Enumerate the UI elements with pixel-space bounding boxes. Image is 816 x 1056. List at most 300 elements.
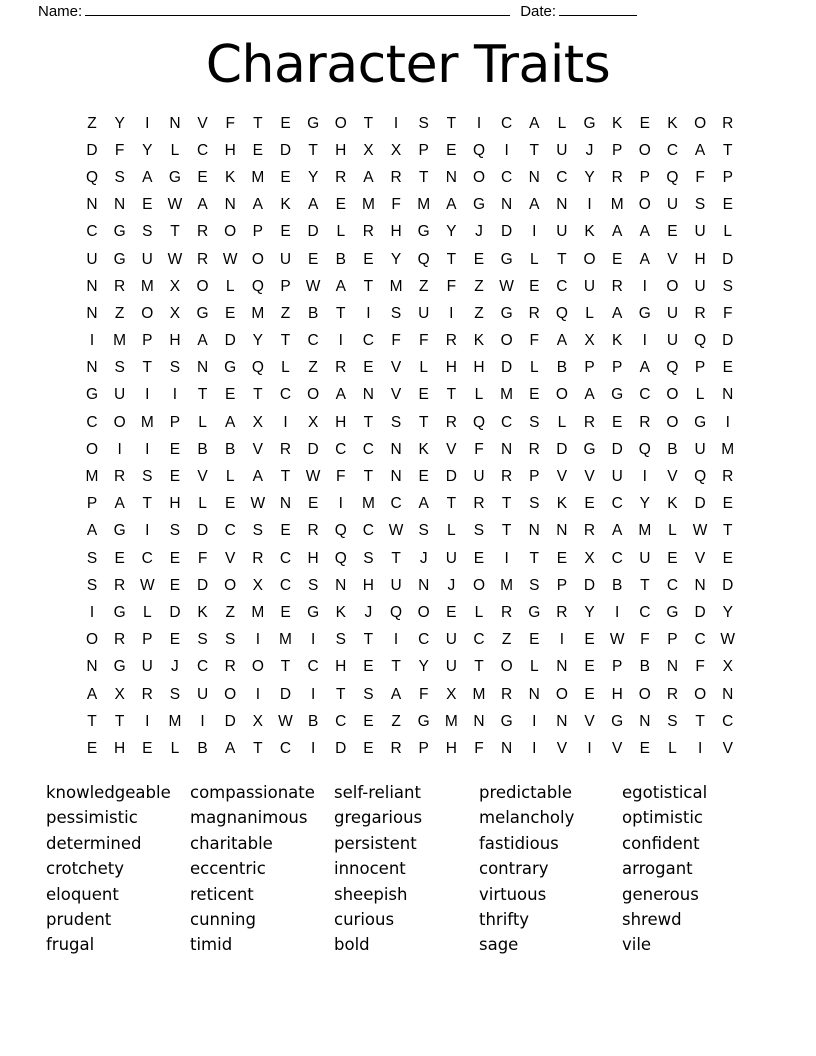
grid-cell[interactable]: E — [363, 250, 374, 268]
grid-cell[interactable]: E — [363, 658, 374, 676]
grid-cell[interactable]: I — [532, 739, 537, 757]
grid-cell[interactable]: U — [639, 549, 651, 567]
grid-cell[interactable]: N — [556, 658, 568, 676]
grid-cell[interactable]: A — [307, 196, 319, 214]
grid-cell[interactable]: K — [225, 168, 236, 186]
grid-cell[interactable]: D — [694, 603, 706, 621]
grid-cell[interactable]: M — [444, 712, 458, 730]
grid-cell[interactable]: S — [390, 304, 402, 322]
grid-cell[interactable]: S — [225, 631, 236, 649]
grid-cell[interactable]: L — [419, 359, 428, 377]
grid-cell[interactable]: D — [224, 712, 236, 730]
grid-cell[interactable]: J — [475, 223, 483, 241]
grid-cell[interactable]: I — [200, 712, 205, 730]
grid-cell[interactable]: C — [335, 440, 347, 458]
grid-cell[interactable]: O — [555, 386, 568, 404]
grid-cell[interactable]: E — [529, 631, 540, 649]
word-list-item[interactable]: cunning — [190, 910, 256, 930]
grid-cell[interactable]: F — [640, 631, 650, 649]
grid-cell[interactable]: B — [612, 576, 623, 594]
grid-cell[interactable]: K — [473, 332, 485, 350]
grid-cell[interactable]: X — [584, 549, 595, 567]
grid-cell[interactable]: V — [252, 440, 264, 458]
grid-cell[interactable]: B — [335, 250, 346, 268]
grid-cell[interactable]: E — [667, 223, 678, 241]
grid-cell[interactable]: G — [694, 413, 707, 431]
grid-cell[interactable]: T — [142, 359, 153, 377]
grid-cell[interactable]: I — [145, 114, 150, 132]
grid-cell[interactable]: Z — [308, 359, 318, 377]
grid-cell[interactable]: D — [611, 440, 623, 458]
grid-cell[interactable]: E — [446, 141, 457, 159]
grid-cell[interactable]: M — [389, 277, 403, 295]
grid-cell[interactable]: R — [114, 468, 126, 486]
grid-cell[interactable]: T — [391, 658, 401, 676]
grid-cell[interactable]: N — [556, 196, 568, 214]
grid-cell[interactable]: L — [170, 141, 180, 159]
grid-cell[interactable]: M — [140, 413, 154, 431]
grid-cell[interactable]: O — [141, 304, 154, 322]
grid-cell[interactable]: W — [139, 576, 155, 594]
grid-cell[interactable]: S — [114, 168, 125, 186]
grid-cell[interactable]: G — [528, 603, 541, 621]
grid-cell[interactable]: E — [584, 495, 595, 513]
grid-cell[interactable]: L — [585, 304, 594, 322]
grid-cell[interactable]: U — [583, 277, 596, 295]
grid-cell[interactable]: K — [335, 603, 346, 621]
grid-cell[interactable]: E — [363, 359, 374, 377]
grid-cell[interactable]: F — [418, 685, 429, 703]
grid-cell[interactable]: T — [363, 631, 374, 649]
grid-cell[interactable]: V — [390, 359, 402, 377]
grid-cell[interactable]: E — [252, 141, 264, 159]
grid-cell[interactable]: E — [169, 549, 181, 567]
grid-cell[interactable]: U — [556, 141, 568, 159]
grid-cell[interactable]: R — [445, 413, 457, 431]
grid-cell[interactable]: U — [418, 304, 430, 322]
grid-cell[interactable]: N — [279, 495, 292, 513]
grid-cell[interactable]: U — [445, 549, 457, 567]
grid-cell[interactable]: I — [449, 304, 454, 322]
grid-cell[interactable]: S — [197, 631, 208, 649]
grid-cell[interactable]: G — [196, 304, 209, 322]
grid-cell[interactable]: C — [86, 413, 98, 431]
grid-cell[interactable]: S — [169, 522, 181, 540]
grid-cell[interactable]: P — [142, 631, 153, 649]
grid-cell[interactable]: M — [168, 712, 182, 730]
grid-cell[interactable]: Z — [225, 603, 235, 621]
grid-cell[interactable]: T — [695, 712, 705, 730]
grid-cell[interactable]: H — [611, 685, 623, 703]
grid-cell[interactable]: E — [418, 468, 429, 486]
grid-cell[interactable]: A — [86, 522, 98, 540]
grid-cell[interactable]: A — [584, 386, 595, 404]
grid-cell[interactable]: F — [336, 468, 346, 486]
grid-cell[interactable]: E — [280, 522, 291, 540]
grid-cell[interactable]: D — [279, 685, 292, 703]
grid-cell[interactable]: E — [529, 277, 540, 295]
grid-cell[interactable]: C — [501, 114, 513, 132]
grid-cell[interactable]: L — [695, 386, 705, 404]
grid-cell[interactable]: U — [666, 196, 679, 214]
grid-cell[interactable]: N — [666, 658, 679, 676]
grid-cell[interactable]: I — [89, 603, 95, 621]
word-list-item[interactable]: contrary — [479, 859, 549, 879]
grid-cell[interactable]: O — [224, 223, 237, 241]
grid-cell[interactable]: F — [695, 168, 705, 186]
grid-cell[interactable]: C — [141, 549, 153, 567]
grid-cell[interactable]: H — [114, 739, 126, 757]
grid-cell[interactable]: F — [695, 658, 705, 676]
grid-cell[interactable]: N — [473, 712, 485, 730]
grid-cell[interactable]: Z — [280, 304, 291, 322]
grid-cell[interactable]: W — [167, 250, 183, 268]
grid-cell[interactable]: H — [694, 250, 706, 268]
grid-cell[interactable]: Y — [252, 332, 264, 350]
grid-cell[interactable]: G — [417, 712, 430, 730]
grid-cell[interactable]: E — [722, 359, 733, 377]
grid-cell[interactable]: L — [557, 413, 567, 431]
grid-cell[interactable]: Z — [418, 277, 429, 295]
grid-cell[interactable]: G — [611, 386, 624, 404]
grid-cell[interactable]: W — [305, 277, 321, 295]
grid-cell[interactable]: M — [610, 196, 624, 214]
grid-cell[interactable]: R — [390, 168, 402, 186]
grid-cell[interactable]: X — [252, 712, 264, 730]
grid-cell[interactable]: M — [85, 468, 99, 486]
grid-cell[interactable]: Q — [334, 522, 347, 540]
grid-cell[interactable]: A — [363, 168, 374, 186]
grid-cell[interactable]: I — [642, 332, 647, 350]
grid-cell[interactable]: O — [417, 603, 430, 621]
grid-cell[interactable]: R — [528, 304, 540, 322]
grid-cell[interactable]: S — [142, 223, 153, 241]
grid-cell[interactable]: E — [280, 603, 291, 621]
grid-cell[interactable]: B — [197, 440, 208, 458]
grid-cell[interactable]: Y — [584, 168, 595, 186]
grid-cell[interactable]: P — [639, 168, 650, 186]
word-list-item[interactable]: timid — [190, 935, 233, 955]
grid-cell[interactable]: T — [308, 141, 318, 159]
grid-cell[interactable]: N — [528, 685, 540, 703]
grid-cell[interactable]: Q — [694, 468, 707, 486]
grid-cell[interactable]: Y — [307, 168, 319, 186]
grid-cell[interactable]: O — [251, 250, 264, 268]
grid-cell[interactable]: O — [694, 685, 707, 703]
grid-cell[interactable]: A — [225, 413, 236, 431]
grid-cell[interactable]: N — [722, 386, 734, 404]
grid-cell[interactable]: L — [198, 413, 207, 431]
grid-cell[interactable]: I — [172, 386, 178, 404]
grid-cell[interactable]: E — [142, 196, 153, 214]
grid-cell[interactable]: G — [307, 114, 320, 132]
grid-cell[interactable]: W — [305, 468, 321, 486]
word-list-item[interactable]: thrifty — [479, 910, 530, 930]
word-list-item[interactable]: pessimistic — [46, 808, 138, 828]
grid-cell[interactable]: R — [114, 631, 126, 649]
grid-cell[interactable]: Q — [251, 359, 264, 377]
grid-cell[interactable]: R — [583, 413, 596, 431]
grid-cell[interactable]: O — [472, 576, 485, 594]
grid-cell[interactable]: C — [307, 332, 319, 350]
grid-cell[interactable]: D — [196, 576, 209, 594]
grid-cell[interactable]: I — [145, 712, 150, 730]
grid-cell[interactable]: E — [307, 495, 319, 513]
word-list-item[interactable]: sage — [479, 935, 519, 955]
grid-cell[interactable]: X — [307, 413, 319, 431]
grid-cell[interactable]: E — [280, 114, 291, 132]
grid-cell[interactable]: F — [197, 549, 208, 567]
grid-cell[interactable]: H — [307, 549, 319, 567]
grid-cell[interactable]: O — [583, 250, 596, 268]
grid-cell[interactable]: I — [615, 603, 620, 621]
grid-cell[interactable]: G — [113, 250, 126, 268]
grid-cell[interactable]: N — [86, 304, 98, 322]
grid-cell[interactable]: T — [253, 739, 263, 757]
grid-cell[interactable]: O — [251, 658, 264, 676]
grid-cell[interactable]: Y — [446, 223, 457, 241]
grid-cell[interactable]: F — [418, 332, 429, 350]
grid-cell[interactable]: E — [722, 196, 733, 214]
grid-cell[interactable]: P — [556, 576, 568, 594]
grid-cell[interactable]: T — [253, 114, 263, 132]
word-list-item[interactable]: vile — [622, 935, 652, 955]
grid-cell[interactable]: I — [310, 631, 316, 649]
grid-cell[interactable]: O — [113, 413, 126, 431]
grid-cell[interactable]: C — [639, 603, 651, 621]
grid-cell[interactable]: M — [638, 522, 652, 540]
grid-cell[interactable]: I — [532, 223, 537, 241]
grid-cell[interactable]: I — [89, 332, 95, 350]
word-list-item[interactable]: charitable — [190, 833, 273, 853]
grid-cell[interactable]: F — [474, 440, 484, 458]
grid-cell[interactable]: O — [334, 114, 347, 132]
grid-cell[interactable]: U — [141, 250, 153, 268]
grid-cell[interactable]: C — [279, 576, 292, 594]
grid-cell[interactable]: C — [418, 631, 430, 649]
word-list-item[interactable]: arrogant — [622, 859, 693, 879]
grid-cell[interactable]: A — [694, 141, 706, 159]
grid-cell[interactable]: E — [363, 712, 374, 730]
grid-cell[interactable]: A — [335, 386, 346, 404]
grid-cell[interactable]: C — [666, 576, 679, 594]
grid-cell[interactable]: F — [723, 304, 733, 322]
grid-cell[interactable]: O — [472, 168, 485, 186]
grid-cell[interactable]: H — [445, 359, 457, 377]
grid-cell[interactable]: D — [86, 141, 98, 159]
grid-cell[interactable]: T — [446, 495, 457, 513]
grid-cell[interactable]: N — [390, 468, 402, 486]
grid-cell[interactable]: N — [556, 712, 568, 730]
grid-cell[interactable]: G — [472, 196, 485, 214]
grid-cell[interactable]: Y — [639, 495, 650, 513]
grid-cell[interactable]: I — [393, 631, 399, 649]
grid-cell[interactable]: O — [500, 658, 513, 676]
grid-cell[interactable]: S — [142, 468, 153, 486]
grid-cell[interactable]: I — [283, 413, 288, 431]
grid-cell[interactable]: G — [500, 712, 513, 730]
grid-cell[interactable]: R — [390, 739, 402, 757]
word-list-item[interactable]: generous — [622, 884, 699, 904]
grid-cell[interactable]: Y — [390, 250, 402, 268]
grid-cell[interactable]: W — [250, 495, 266, 513]
grid-cell[interactable]: Y — [114, 114, 125, 132]
grid-cell[interactable]: L — [447, 522, 456, 540]
grid-cell[interactable]: G — [113, 658, 126, 676]
grid-cell[interactable]: O — [638, 685, 651, 703]
grid-cell[interactable]: H — [473, 359, 485, 377]
grid-cell[interactable]: E — [335, 196, 346, 214]
word-list-item[interactable]: bold — [334, 935, 370, 955]
grid-cell[interactable]: G — [113, 223, 126, 241]
grid-cell[interactable]: S — [363, 685, 374, 703]
grid-cell[interactable]: N — [196, 359, 209, 377]
grid-cell[interactable]: T — [501, 522, 512, 540]
grid-cell[interactable]: P — [418, 739, 429, 757]
grid-cell[interactable]: C — [279, 549, 292, 567]
grid-cell[interactable]: J — [585, 141, 594, 159]
grid-cell[interactable]: C — [196, 141, 209, 159]
grid-cell[interactable]: J — [419, 549, 428, 567]
grid-cell[interactable]: Q — [417, 250, 430, 268]
grid-cell[interactable]: L — [529, 658, 539, 676]
word-list-item[interactable]: frugal — [46, 935, 95, 955]
grid-cell[interactable]: M — [361, 196, 375, 214]
grid-cell[interactable]: N — [418, 576, 430, 594]
grid-cell[interactable]: P — [722, 168, 733, 186]
grid-cell[interactable]: Q — [666, 359, 679, 377]
grid-cell[interactable]: W — [167, 196, 183, 214]
grid-cell[interactable]: M — [361, 495, 375, 513]
grid-cell[interactable]: M — [251, 603, 265, 621]
grid-cell[interactable]: G — [168, 168, 181, 186]
grid-cell[interactable]: M — [500, 386, 514, 404]
grid-cell[interactable]: X — [722, 658, 733, 676]
grid-cell[interactable]: A — [86, 685, 98, 703]
grid-cell[interactable]: A — [612, 223, 623, 241]
grid-cell[interactable]: C — [307, 658, 319, 676]
grid-cell[interactable]: A — [612, 304, 623, 322]
grid-cell[interactable]: I — [338, 332, 343, 350]
grid-cell[interactable]: E — [722, 495, 733, 513]
grid-cell[interactable]: L — [336, 223, 346, 241]
grid-cell[interactable]: K — [612, 332, 623, 350]
grid-cell[interactable]: I — [504, 549, 509, 567]
grid-cell[interactable]: R — [114, 576, 126, 594]
grid-cell[interactable]: E — [584, 658, 595, 676]
grid-cell[interactable]: W — [609, 631, 625, 649]
grid-cell[interactable]: S — [307, 576, 319, 594]
grid-cell[interactable]: C — [611, 549, 623, 567]
grid-cell[interactable]: G — [307, 603, 320, 621]
grid-cell[interactable]: I — [725, 413, 730, 431]
grid-cell[interactable]: P — [280, 277, 291, 295]
grid-cell[interactable]: T — [363, 468, 374, 486]
grid-cell[interactable]: Q — [472, 141, 485, 159]
word-list-item[interactable]: predictable — [479, 783, 572, 802]
grid-cell[interactable]: A — [639, 359, 650, 377]
grid-cell[interactable]: O — [224, 576, 237, 594]
grid-cell[interactable]: S — [86, 576, 98, 594]
grid-cell[interactable]: P — [612, 141, 623, 159]
grid-cell[interactable]: G — [417, 223, 430, 241]
grid-cell[interactable]: U — [141, 658, 153, 676]
grid-cell[interactable]: G — [583, 114, 596, 132]
grid-cell[interactable]: V — [197, 468, 208, 486]
grid-cell[interactable]: D — [556, 440, 568, 458]
grid-cell[interactable]: Q — [472, 413, 485, 431]
grid-cell[interactable]: T — [170, 223, 180, 241]
grid-cell[interactable]: E — [307, 250, 319, 268]
grid-cell[interactable]: V — [722, 739, 733, 757]
grid-cell[interactable]: T — [363, 114, 374, 132]
grid-cell[interactable]: X — [584, 332, 595, 350]
grid-cell[interactable]: A — [612, 522, 623, 540]
word-list-item[interactable]: self-reliant — [334, 783, 421, 802]
grid-cell[interactable]: R — [224, 658, 236, 676]
grid-cell[interactable]: V — [390, 386, 402, 404]
grid-cell[interactable]: C — [694, 631, 706, 649]
grid-cell[interactable]: P — [169, 413, 181, 431]
grid-cell[interactable]: S — [86, 549, 98, 567]
grid-cell[interactable]: A — [390, 685, 402, 703]
grid-cell[interactable]: I — [697, 739, 703, 757]
grid-cell[interactable]: A — [252, 196, 264, 214]
grid-cell[interactable]: I — [310, 685, 316, 703]
grid-cell[interactable]: O — [666, 277, 679, 295]
grid-cell[interactable]: H — [335, 658, 347, 676]
grid-cell[interactable]: I — [145, 440, 150, 458]
grid-cell[interactable]: U — [445, 658, 457, 676]
grid-cell[interactable]: D — [169, 603, 181, 621]
grid-cell[interactable]: R — [335, 168, 347, 186]
grid-cell[interactable]: G — [611, 712, 624, 730]
grid-cell[interactable]: K — [280, 196, 291, 214]
grid-cell[interactable]: N — [501, 739, 513, 757]
grid-cell[interactable]: E — [363, 739, 374, 757]
grid-cell[interactable]: O — [666, 413, 679, 431]
grid-cell[interactable]: O — [638, 196, 651, 214]
grid-cell[interactable]: C — [279, 386, 292, 404]
grid-cell[interactable]: A — [142, 168, 153, 186]
grid-cell[interactable]: E — [225, 304, 236, 322]
grid-cell[interactable]: A — [114, 495, 125, 513]
grid-cell[interactable]: K — [584, 223, 595, 241]
grid-cell[interactable]: D — [307, 440, 319, 458]
word-list-item[interactable]: curious — [334, 910, 395, 930]
grid-cell[interactable]: E — [446, 603, 457, 621]
grid-cell[interactable]: I — [338, 495, 343, 513]
grid-cell[interactable]: C — [639, 386, 651, 404]
grid-cell[interactable]: L — [474, 603, 484, 621]
grid-cell[interactable]: I — [476, 114, 482, 132]
grid-cell[interactable]: A — [252, 468, 264, 486]
grid-cell[interactable]: O — [555, 685, 568, 703]
grid-cell[interactable]: R — [694, 304, 706, 322]
grid-cell[interactable]: S — [473, 522, 485, 540]
grid-cell[interactable]: S — [169, 359, 181, 377]
grid-cell[interactable]: T — [446, 386, 457, 404]
grid-cell[interactable]: T — [114, 712, 125, 730]
word-list-item[interactable]: egotistical — [622, 783, 708, 802]
grid-cell[interactable]: R — [445, 332, 457, 350]
grid-cell[interactable]: R — [252, 549, 264, 567]
grid-cell[interactable]: U — [114, 386, 126, 404]
grid-cell[interactable]: L — [668, 522, 677, 540]
grid-cell[interactable]: Z — [391, 712, 401, 730]
grid-cell[interactable]: L — [668, 739, 677, 757]
grid-cell[interactable]: L — [529, 250, 539, 268]
